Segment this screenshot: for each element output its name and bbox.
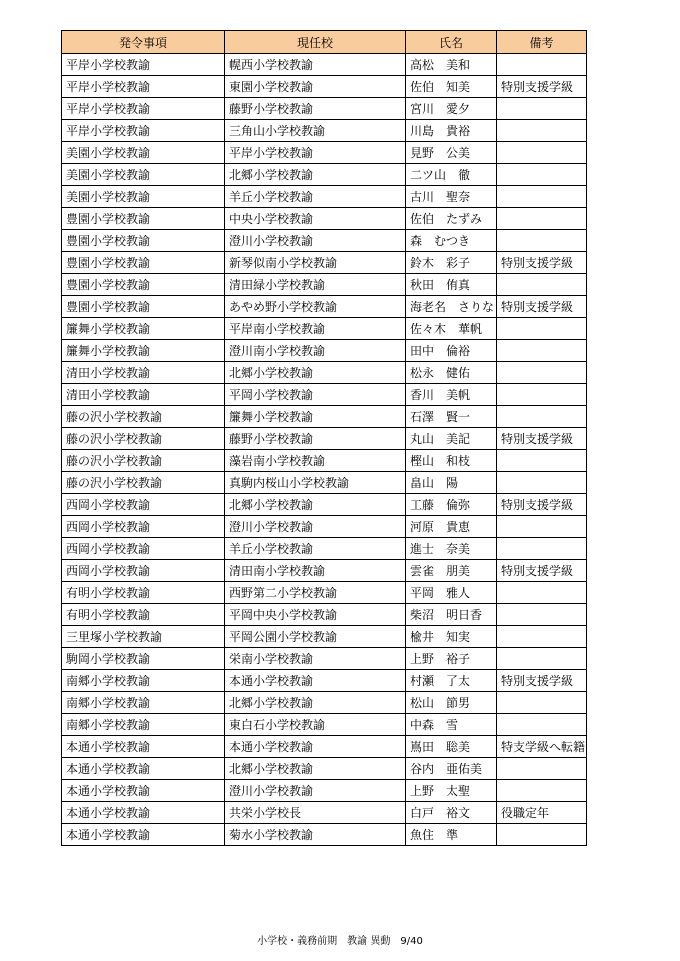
current-school-cell: 清田緑小学校教諭 [225, 274, 406, 296]
order-cell: 本通小学校教諭 [62, 758, 225, 780]
remarks-cell: 特別支援学級 [497, 428, 587, 450]
order-cell: 藤の沢小学校教諭 [62, 450, 225, 472]
remarks-cell [497, 230, 587, 252]
table-row [62, 164, 587, 186]
remarks-cell [497, 648, 587, 670]
current-school-cell: あやめ野小学校教諭 [225, 296, 406, 318]
table-row [62, 538, 587, 560]
current-school-cell: 栄南小学校教諭 [225, 648, 406, 670]
remarks-cell [497, 120, 587, 142]
table-row [62, 648, 587, 670]
current-school-cell: 羊丘小学校教諭 [225, 186, 406, 208]
table-row [62, 670, 587, 692]
current-school-cell: 藤野小学校教諭 [225, 428, 406, 450]
current-school-cell: 澄川南小学校教諭 [225, 340, 406, 362]
table-row [62, 318, 587, 340]
table-row [62, 384, 587, 406]
remarks-cell [497, 538, 587, 560]
order-cell: 簾舞小学校教諭 [62, 340, 225, 362]
order-cell: 豊園小学校教諭 [62, 230, 225, 252]
order-cell: 豊園小学校教諭 [62, 208, 225, 230]
table-row [62, 362, 587, 384]
order-cell: 美園小学校教諭 [62, 142, 225, 164]
remarks-cell: 特別支援学級 [497, 560, 587, 582]
order-cell: 西岡小学校教諭 [62, 494, 225, 516]
remarks-cell [497, 758, 587, 780]
name-cell: 二ツ山 徹 [406, 164, 497, 186]
current-school-cell: 澄川小学校教諭 [225, 230, 406, 252]
order-cell: 本通小学校教諭 [62, 802, 225, 824]
current-school-cell: 簾舞小学校教諭 [225, 406, 406, 428]
table-row [62, 76, 587, 98]
order-cell: 西岡小学校教諭 [62, 516, 225, 538]
order-cell: 清田小学校教諭 [62, 384, 225, 406]
name-cell: 河原 貴恵 [406, 516, 497, 538]
name-cell: 森 むつき [406, 230, 497, 252]
table-header-row [62, 31, 587, 54]
current-school-cell: 北郷小学校教諭 [225, 494, 406, 516]
current-school-cell: 本通小学校教諭 [225, 736, 406, 758]
current-school-cell: 羊丘小学校教諭 [225, 538, 406, 560]
current-school-cell: 澄川小学校教諭 [225, 516, 406, 538]
name-cell: 工藤 倫弥 [406, 494, 497, 516]
name-cell: 香川 美帆 [406, 384, 497, 406]
order-cell: 本通小学校教諭 [62, 780, 225, 802]
remarks-cell [497, 340, 587, 362]
name-cell: 上野 太聖 [406, 780, 497, 802]
table-row [62, 516, 587, 538]
name-cell: 丸山 美記 [406, 428, 497, 450]
remarks-cell: 特別支援学級 [497, 296, 587, 318]
current-school-cell: 幌西小学校教諭 [225, 54, 406, 76]
name-cell: 松永 健佑 [406, 362, 497, 384]
current-school-cell: 中央小学校教諭 [225, 208, 406, 230]
remarks-cell [497, 164, 587, 186]
order-cell: 本通小学校教諭 [62, 824, 225, 846]
remarks-cell [497, 472, 587, 494]
remarks-cell [497, 98, 587, 120]
remarks-cell: 特支学級へ転籍 [497, 736, 587, 758]
order-cell: 藤の沢小学校教諭 [62, 406, 225, 428]
table-row [62, 802, 587, 824]
table-row [62, 472, 587, 494]
current-school-cell: 清田南小学校教諭 [225, 560, 406, 582]
remarks-cell [497, 384, 587, 406]
personnel-transfer-table [61, 30, 587, 846]
current-school-cell: 東園小学校教諭 [225, 76, 406, 98]
name-cell: 鈴木 彩子 [406, 252, 497, 274]
name-cell: 佐々木 華帆 [406, 318, 497, 340]
current-school-cell: 北郷小学校教諭 [225, 164, 406, 186]
table-row [62, 186, 587, 208]
order-cell: 平岸小学校教諭 [62, 98, 225, 120]
current-school-cell: 本通小学校教諭 [225, 670, 406, 692]
current-school-cell: 平岸南小学校教諭 [225, 318, 406, 340]
current-school-cell: 平岸小学校教諭 [225, 142, 406, 164]
remarks-cell [497, 406, 587, 428]
name-cell: 石澤 賢一 [406, 406, 497, 428]
current-school-cell: 平岡公園小学校教諭 [225, 626, 406, 648]
table-row [62, 230, 587, 252]
remarks-cell [497, 186, 587, 208]
name-cell: 川島 貴裕 [406, 120, 497, 142]
remarks-cell [497, 208, 587, 230]
table-row [62, 142, 587, 164]
order-cell: 豊園小学校教諭 [62, 274, 225, 296]
header-remarks: 備考 [497, 31, 587, 54]
table-row [62, 296, 587, 318]
order-cell: 西岡小学校教諭 [62, 538, 225, 560]
current-school-cell: 西野第二小学校教諭 [225, 582, 406, 604]
name-cell: 佐伯 たずみ [406, 208, 497, 230]
order-cell: 有明小学校教諭 [62, 582, 225, 604]
table-body [62, 54, 587, 846]
current-school-cell: 東白石小学校教諭 [225, 714, 406, 736]
order-cell: 美園小学校教諭 [62, 186, 225, 208]
order-cell: 南郷小学校教諭 [62, 670, 225, 692]
name-cell: 中森 雪 [406, 714, 497, 736]
current-school-cell: 藤野小学校教諭 [225, 98, 406, 120]
name-cell: 畠山 陽 [406, 472, 497, 494]
name-cell: 谷内 亜佑美 [406, 758, 497, 780]
order-cell: 本通小学校教諭 [62, 736, 225, 758]
page-footer: 小学校・義務前期 教諭 異動 9/40 [257, 936, 423, 947]
current-school-cell: 菊水小学校教諭 [225, 824, 406, 846]
name-cell: 進士 奈美 [406, 538, 497, 560]
name-cell: 海老名 さりな [406, 296, 497, 318]
remarks-cell [497, 714, 587, 736]
remarks-cell: 特別支援学級 [497, 252, 587, 274]
table-row [62, 780, 587, 802]
name-cell: 上野 裕子 [406, 648, 497, 670]
table-row [62, 450, 587, 472]
remarks-cell [497, 824, 587, 846]
remarks-cell: 特別支援学級 [497, 76, 587, 98]
order-cell: 三里塚小学校教諭 [62, 626, 225, 648]
order-cell: 南郷小学校教諭 [62, 692, 225, 714]
remarks-cell: 特別支援学級 [497, 494, 587, 516]
table-row [62, 692, 587, 714]
current-school-cell: 北郷小学校教諭 [225, 758, 406, 780]
name-cell: 田中 倫裕 [406, 340, 497, 362]
table-row [62, 252, 587, 274]
table-row [62, 54, 587, 76]
name-cell: 嶌田 聡美 [406, 736, 497, 758]
order-cell: 平岸小学校教諭 [62, 76, 225, 98]
table-row [62, 560, 587, 582]
name-cell: 平岡 雅人 [406, 582, 497, 604]
table-row [62, 714, 587, 736]
remarks-cell [497, 692, 587, 714]
name-cell: 秋田 侑真 [406, 274, 497, 296]
remarks-cell [497, 780, 587, 802]
name-cell: 高松 美和 [406, 54, 497, 76]
table-row [62, 758, 587, 780]
name-cell: 柴沼 明日香 [406, 604, 497, 626]
current-school-cell: 北郷小学校教諭 [225, 362, 406, 384]
order-cell: 平岸小学校教諭 [62, 54, 225, 76]
order-cell: 駒岡小学校教諭 [62, 648, 225, 670]
order-cell: 美園小学校教諭 [62, 164, 225, 186]
order-cell: 西岡小学校教諭 [62, 560, 225, 582]
remarks-cell [497, 516, 587, 538]
current-school-cell: 共栄小学校長 [225, 802, 406, 824]
name-cell: 村瀬 了太 [406, 670, 497, 692]
remarks-cell: 特別支援学級 [497, 670, 587, 692]
name-cell: 雲雀 朋美 [406, 560, 497, 582]
table-row [62, 98, 587, 120]
header-name: 氏名 [406, 31, 497, 54]
header-current-school: 現任校 [225, 31, 406, 54]
remarks-cell [497, 450, 587, 472]
order-cell: 豊園小学校教諭 [62, 296, 225, 318]
remarks-cell [497, 582, 587, 604]
name-cell: 宮川 愛夕 [406, 98, 497, 120]
order-cell: 清田小学校教諭 [62, 362, 225, 384]
table-row [62, 736, 587, 758]
name-cell: 古川 聖奈 [406, 186, 497, 208]
remarks-cell [497, 318, 587, 340]
table-row [62, 604, 587, 626]
current-school-cell: 藻岩南小学校教諭 [225, 450, 406, 472]
table-row [62, 582, 587, 604]
order-cell: 豊園小学校教諭 [62, 252, 225, 274]
table-row [62, 208, 587, 230]
name-cell: 楡井 知実 [406, 626, 497, 648]
name-cell: 白戸 裕文 [406, 802, 497, 824]
table-row [62, 274, 587, 296]
name-cell: 松山 節男 [406, 692, 497, 714]
current-school-cell: 澄川小学校教諭 [225, 780, 406, 802]
current-school-cell: 平岡小学校教諭 [225, 384, 406, 406]
table-row [62, 626, 587, 648]
current-school-cell: 三角山小学校教諭 [225, 120, 406, 142]
remarks-cell [497, 54, 587, 76]
order-cell: 藤の沢小学校教諭 [62, 428, 225, 450]
table-row [62, 824, 587, 846]
order-cell: 南郷小学校教諭 [62, 714, 225, 736]
order-cell: 藤の沢小学校教諭 [62, 472, 225, 494]
name-cell: 樫山 和枝 [406, 450, 497, 472]
current-school-cell: 新琴似南小学校教諭 [225, 252, 406, 274]
current-school-cell: 平岡中央小学校教諭 [225, 604, 406, 626]
table-row [62, 340, 587, 362]
remarks-cell [497, 604, 587, 626]
name-cell: 佐伯 知美 [406, 76, 497, 98]
table-row [62, 494, 587, 516]
remarks-cell [497, 362, 587, 384]
current-school-cell: 真駒内桜山小学校教諭 [225, 472, 406, 494]
remarks-cell [497, 274, 587, 296]
table-row [62, 120, 587, 142]
table-row [62, 428, 587, 450]
order-cell: 平岸小学校教諭 [62, 120, 225, 142]
header-order: 発令事項 [62, 31, 225, 54]
order-cell: 簾舞小学校教諭 [62, 318, 225, 340]
name-cell: 魚住 準 [406, 824, 497, 846]
order-cell: 有明小学校教諭 [62, 604, 225, 626]
name-cell: 見野 公美 [406, 142, 497, 164]
current-school-cell: 北郷小学校教諭 [225, 692, 406, 714]
table-row [62, 406, 587, 428]
remarks-cell [497, 626, 587, 648]
remarks-cell: 役職定年 [497, 802, 587, 824]
remarks-cell [497, 142, 587, 164]
